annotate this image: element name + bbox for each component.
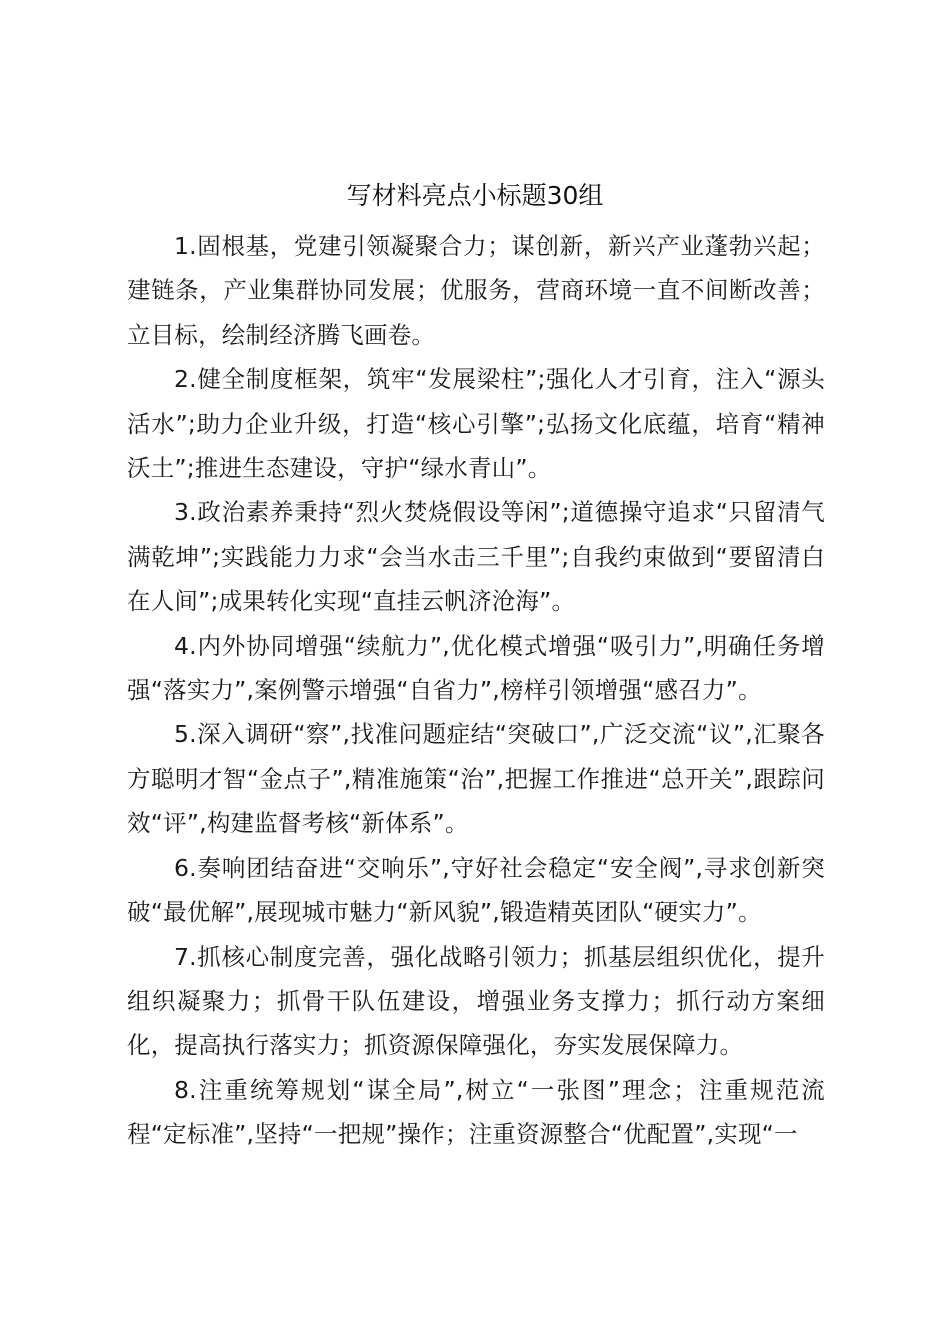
paragraph-1: 1.固根基，党建引领凝聚合力；谋创新，新兴产业蓬勃兴起；建链条，产业集群协同发展；优服务，营商环境一直不间断改善；立目标，绘制经济腾飞画卷。 xyxy=(127,232,825,349)
document-body xyxy=(127,224,825,1157)
paragraph-5: 5.深入调研“察”,找准问题症结“突破口”,广泛交流“议”,汇聚各方聪明才智“金点子”,精准施策“治”,把握工作推进“总开关”,跟踪问效“评”,构建监督考核“新体系”。 xyxy=(127,720,825,838)
paragraph-4: 4.内外协同增强“续航力”,优化模式增强“吸引力”,明确任务增强“落实力”,案例警示增强“自省力”,榜样引领增强“感召力”。 xyxy=(127,631,825,705)
paragraph-7: 7.抓核心制度完善，强化战略引领力；抓基层组织优化，提升组织凝聚力；抓骨干队伍建设，增强业务支撑力；抓行动方案细化，提高执行落实力；抓资源保障强化，夯实发展保障力。 xyxy=(127,942,825,1060)
paragraph-8: 8.注重统筹规划“谋全局”,树立“一张图”理念；注重规范流程“定标准”,坚持“一把规”操作；注重资源整合“优配置”,实现“一 xyxy=(127,1075,825,1149)
paragraph-6: 6.奏响团结奋进“交响乐”,守好社会稳定“安全阀”,寻求创新突破“最优解”,展现城市魅力“新风貌”,锻造精英团队“硬实力”。 xyxy=(127,853,825,927)
paragraph-3: 3.政治素养秉持“烈火焚烧假设等闲”;道德操守追求“只留清气满乾坤”;实践能力力求“会当水击三千里”;自我约束做到“要留清白在人间”;成果转化实现“直挂云帆济沧海”。 xyxy=(127,498,825,616)
paragraph-2: 2.健全制度框架，筑牢“发展梁柱”;强化人才引育，注入“源头活水”;助力企业升级，打造“核心引擎”;弘扬文化底蕴，培育“精神沃土”;推进生态建设，守护“绿水青山”。 xyxy=(127,365,825,483)
document-title: 写材料亮点小标题30组 xyxy=(346,181,604,210)
